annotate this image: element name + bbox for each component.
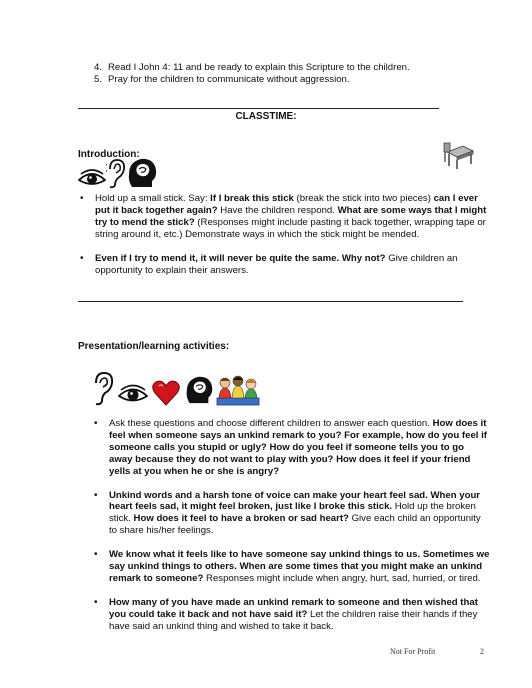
presentation-bullet [90, 490, 490, 538]
step-text: Pray for the children to communicate without aggression. [108, 74, 350, 85]
introduction-bullet [78, 253, 490, 277]
text-run: Ask these questions and choose different children to answer each question. [109, 418, 433, 429]
presentation-bullet [90, 597, 490, 633]
bold-text-run: Even if I try to mend it, it will never be quite the same. Why not? [95, 252, 386, 264]
eye-icon [118, 384, 148, 406]
step-item [94, 62, 424, 74]
thinking-head-icon [184, 374, 214, 406]
text-run: Let the children raise their hands if they have said an unkind thing and wished to take it back. [109, 608, 478, 632]
ear-icon [92, 372, 114, 406]
presentation-bullets [90, 418, 490, 633]
presentation-bullet [90, 549, 490, 585]
page-number: 2 [480, 647, 484, 656]
text-run: (break the stick into two pieces) [293, 193, 434, 204]
introduction-heading: Introduction: [78, 149, 140, 160]
presentation-bullet [90, 418, 490, 478]
introduction-bullet [78, 193, 490, 241]
text-run: Have the children respond. [217, 204, 338, 216]
step-number: 4. [94, 62, 103, 73]
desk-chair-icon [443, 140, 476, 170]
introduction-bullets [78, 193, 490, 276]
preparation-steps [94, 62, 424, 86]
presentation-heading: Presentation/learning activities: [78, 341, 230, 352]
divider-top [78, 108, 439, 109]
heart-icon [152, 380, 180, 406]
step-number: 5. [94, 74, 103, 85]
step-item [94, 74, 424, 86]
bold-text-run: We know what it feels like to have someone say unkind things to us. Sometimes we say unkind things to others. When are some times that you might make an unkind remark to someone? [109, 549, 490, 584]
text-run: Hold up a small stick. Say: [95, 193, 211, 204]
introduction-icon-row [78, 157, 158, 189]
text-run: (Responses might include pasting it back together, wrapping tape or string around it, etc.) Demonstrate ways in which the stick might be mended. [95, 216, 486, 240]
text-run: Hold up the broken stick. [109, 501, 476, 525]
bold-text-run: What are some ways that I might try to mend the stick? [95, 204, 487, 228]
page-footer [390, 647, 490, 656]
footer-text: Not For Profit [390, 647, 436, 656]
eye-icon [78, 169, 106, 189]
step-text: Read I John 4: 11 and be ready to explain this Scripture to the children. [108, 62, 410, 73]
bold-text-run: How does it feel to have a broken or sad heart? [133, 513, 349, 525]
text-run: Give children an opportunity to explain their answers. [95, 252, 458, 276]
bold-text-run: How does it feel when someone says an unkind remark to you? For example, how do you feel if someone calls you stupid or ugly? How do you feel if someone tells you to go away because they do not want to play with you? How does it feel if your friend yells at you when he or she is angry? [109, 418, 487, 477]
bold-text-run: How many of you have made an unkind remark to someone and then wished that you could take it back and not have said it? [109, 596, 478, 620]
text-run: Responses might include when angry, hurt, sad, hurried, or tired. [203, 572, 481, 584]
bold-text-run: can I ever put it back together again? [95, 193, 478, 216]
divider-bottom [78, 301, 463, 302]
bold-text-run: If I break this stick [210, 193, 294, 204]
children-group-icon [216, 374, 260, 406]
ear-icon [106, 159, 126, 189]
thinking-head-icon [126, 157, 158, 189]
presentation-icon-row [92, 372, 260, 406]
bold-text-run: Unkind words and a harsh tone of voice can make your heart feel sad. When your heart feels sad, it might feel broken, just like I broke this stick. [109, 489, 481, 513]
text-run: Give each child an opportunity to share his/her feelings. [109, 513, 481, 537]
classtime-heading: CLASSTIME: [235, 111, 297, 122]
